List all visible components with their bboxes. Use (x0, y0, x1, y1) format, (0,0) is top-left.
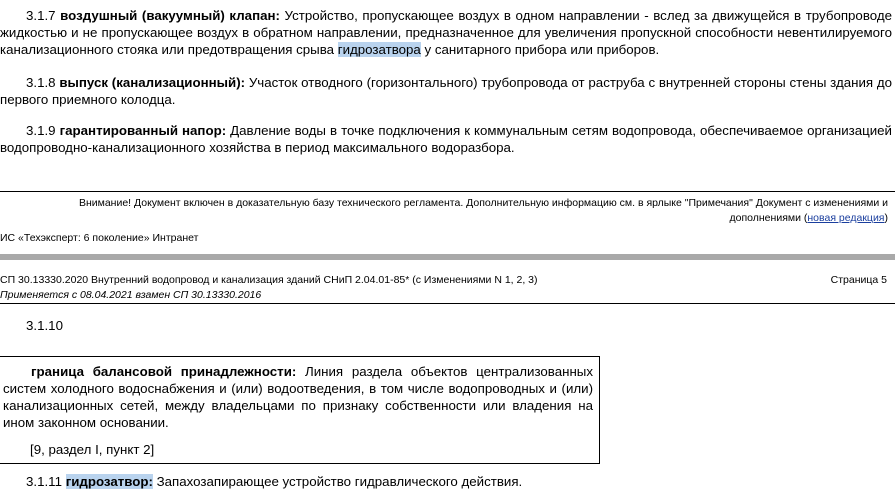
applies-from: Применяется с 08.04.2021 взамен СП 30.13330.2016 (0, 289, 262, 301)
new-edition-link[interactable]: новая редакция (807, 212, 885, 224)
paragraph-3-1-8 (0, 74, 892, 108)
header-divider (0, 303, 895, 304)
search-highlight: гидрозатвора (337, 42, 421, 57)
definition-text: Линия раздела объектов централизованных систем холодного водоснабжения и (или) водоотведения, в том числе водопроводных и (или) канализационных сетей, между владельцами по признаку собственности или владения на ином законном основании. (3, 364, 593, 430)
term: выпуск (канализационный): (59, 75, 246, 90)
clause-number: 3.1.7 (26, 8, 56, 23)
term: граница балансовой принадлежности: (31, 364, 297, 379)
page-number: Страница 5 (830, 274, 887, 286)
footer-divider (0, 191, 895, 192)
clause-number-3-1-10: 3.1.10 (26, 318, 63, 333)
reference: [9, раздел I, пункт 2] (30, 442, 155, 457)
notice-block: Внимание! Документ включен в доказательную базу технического регламента. Дополнительную информацию см. в ярлыке "Примечания" Документ с изменениями и дополнениями (новая редакция) (78, 197, 888, 224)
document-title: СП 30.13330.2020 Внутренний водопровод и канализация зданий СНиП 2.04.01-85* (с Изменениями N 1, 2, 3) (0, 274, 538, 286)
paragraph-3-1-10 (3, 363, 593, 431)
clause-number: 3.1.8 (26, 75, 56, 90)
paragraph-3-1-7 (0, 7, 892, 58)
notice-text: Внимание! Документ включен в доказательную базу технического регламента. Дополнительную информацию см. в ярлыке "Примечания" Документ с изменениями и дополнениями ( (78, 197, 888, 224)
paragraph-3-1-9 (0, 122, 892, 156)
paragraph-3-1-11 (26, 473, 886, 490)
source-label: ИС «Техэксперт: 6 поколение» Интранет (0, 232, 199, 244)
definition-text: Давление воды в точке подключения к коммунальным сетям водопровода, обеспечиваемое организацией водопроводно-канализационного хозяйства в период максимального водоразбора. (0, 123, 892, 155)
definition-text: Участок отводного (горизонтального) трубопровода от раструба с внутренней стороны стены здания до первого приемного колодца. (0, 75, 892, 107)
clause-number: 3.1.9 (26, 123, 56, 138)
definition-text-end: у санитарного прибора или приборов. (420, 42, 660, 57)
term: воздушный (вакуумный) клапан: (60, 8, 280, 23)
term: гарантированный напор: (59, 123, 227, 138)
definition-text: Устройство, пропускающее воздух в одном направлении - вслед за движущейся в трубопроводе жидкостью и не пропускающее воздух в обратном направлении, предназначенное для увеличения пропускной способности невентилируемого канализационного стояка или предотвращения срыва (0, 8, 892, 57)
clause-number: 3.1.11 (26, 474, 62, 489)
term-highlight: гидрозатвор: (65, 474, 153, 489)
definition-text: Запахозапирающее устройство гидравлического действия. (152, 474, 523, 489)
page-break (0, 254, 895, 260)
